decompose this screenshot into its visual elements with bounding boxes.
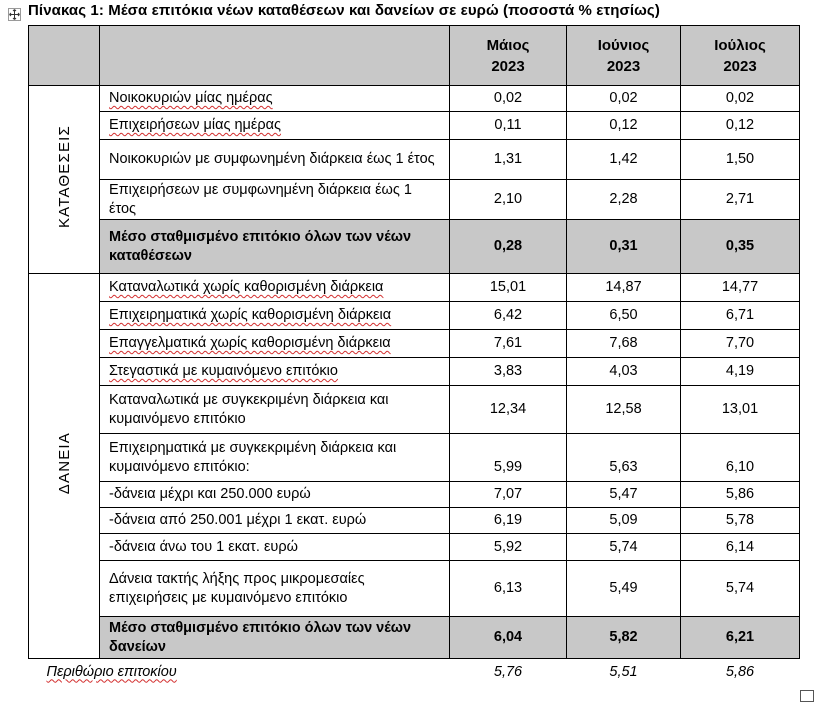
row-label: -δάνεια μέχρι και 250.000 ευρώ [100,482,450,508]
table-cell: 6,14 [681,534,800,561]
table-row [29,302,800,330]
row-label: Μέσο σταθμισμένο επιτόκιο όλων των νέων δανείων [100,617,450,659]
table-cell: 6,71 [681,302,800,330]
table-cell: 0,02 [567,86,681,112]
table-cell: 5,49 [567,561,681,617]
table-row [29,434,800,482]
row-label: Επιχειρήσεων με συμφωνημένη διάρκεια έως 1 έτος [100,180,450,220]
table-cell: 0,02 [450,86,567,112]
table-cell: 3,83 [450,358,567,386]
row-label: Νοικοκυριών με συμφωνημένη διάρκεια έως 1 έτος [100,140,450,180]
table-cell: 0,28 [450,220,567,274]
table-row [29,140,800,180]
table-cell: 0,31 [567,220,681,274]
table-cell: 5,86 [681,482,800,508]
row-label: Περιθώριο επιτοκίου [29,659,450,686]
row-label: Μέσο σταθμισμένο επιτόκιο όλων των νέων καταθέσεων [100,220,450,274]
table-cell: 1,42 [567,140,681,180]
table-cell: 2,10 [450,180,567,220]
margin-row [29,659,800,686]
table-resize-handle[interactable] [800,690,814,702]
table-cell: 0,12 [567,112,681,140]
table-cell: 5,86 [681,659,800,686]
table-cell: 5,74 [681,561,800,617]
table-cell: 0,02 [681,86,800,112]
table-cell: 2,28 [567,180,681,220]
table-cell: 12,34 [450,386,567,434]
table-cell: 4,03 [567,358,681,386]
table-cell: 0,12 [681,112,800,140]
header-empty-cell [29,26,100,86]
table-cell: 6,21 [681,617,800,659]
table-cell: 4,19 [681,358,800,386]
column-header-june: Ιούνιος 2023 [567,26,681,86]
row-label-text: Στεγαστικά με κυμαινόμενο επιτόκιο [109,363,338,379]
table-cell: 6,13 [450,561,567,617]
table-cell: 15,01 [450,274,567,302]
table-row [29,86,800,112]
table-row [29,508,800,534]
table-cell: 5,74 [567,534,681,561]
table-cell: 6,10 [681,434,800,482]
table-cell: 7,61 [450,330,567,358]
table-cell: 2,71 [681,180,800,220]
table-move-handle-icon[interactable] [8,8,21,21]
header-label-cell [100,26,450,86]
row-label: -δάνεια άνω του 1 εκατ. ευρώ [100,534,450,561]
row-label [100,358,450,386]
table-row [29,330,800,358]
header-row [29,26,800,86]
table-row [29,482,800,508]
table-cell: 14,87 [567,274,681,302]
row-label [100,302,450,330]
table-cell: 5,09 [567,508,681,534]
table-row [29,386,800,434]
table-cell: 6,42 [450,302,567,330]
table-cell: 7,68 [567,330,681,358]
table-cell: 5,47 [567,482,681,508]
section-label-deposits: ΚΑΤΑΘΕΣΕΙΣ [29,86,100,274]
column-header-may: Μάιος 2023 [450,26,567,86]
row-label: Επιχειρηματικά με συγκεκριμένη διάρκεια και κυμαινόμενο επιτόκιο: [100,434,450,482]
table-row [29,180,800,220]
table-cell: 7,70 [681,330,800,358]
table-cell: 14,77 [681,274,800,302]
table-cell: 0,11 [450,112,567,140]
row-label-text: Επιχειρηματικά χωρίς καθορισμένη διάρκεια [109,307,392,323]
row-label-text: Καταναλωτικά χωρίς καθορισμένη διάρκεια [109,279,384,295]
deposits-total-row [29,220,800,274]
row-label-text: Επαγγελματικά χωρίς καθορισμένη διάρκεια [109,335,391,351]
table-row [29,534,800,561]
table-cell: 13,01 [681,386,800,434]
row-label [100,274,450,302]
table-cell: 5,99 [450,434,567,482]
table-cell: 5,78 [681,508,800,534]
table-cell: 6,50 [567,302,681,330]
table-cell: 12,58 [567,386,681,434]
table-row [29,112,800,140]
table-cell: 5,51 [567,659,681,686]
table-cell: 5,82 [567,617,681,659]
table-cell: 5,92 [450,534,567,561]
table-row [29,561,800,617]
table-cell: 5,63 [567,434,681,482]
table-cell: 5,76 [450,659,567,686]
table-cell: 0,35 [681,220,800,274]
table-cell: 1,50 [681,140,800,180]
table-row [29,358,800,386]
loans-total-row [29,617,800,659]
table-row [29,274,800,302]
table-cell: 7,07 [450,482,567,508]
row-label [100,86,450,112]
interest-rates-table [28,25,800,685]
row-label-text: Επιχειρήσεων μίας ημέρας [109,117,281,133]
row-label-text: Νοικοκυριών μίας ημέρας [109,90,273,106]
table-cell: 1,31 [450,140,567,180]
table-title: Πίνακας 1: Μέσα επιτόκια νέων καταθέσεων και δανείων σε ευρώ (ποσοστά % ετησίως) [28,2,660,19]
column-header-july: Ιούλιος 2023 [681,26,800,86]
row-label: -δάνεια από 250.001 μέχρι 1 εκατ. ευρώ [100,508,450,534]
table-cell: 6,04 [450,617,567,659]
row-label [100,112,450,140]
row-label: Καταναλωτικά με συγκεκριμένη διάρκεια και κυμαινόμενο επιτόκιο [100,386,450,434]
section-label-loans: ΔΑΝΕΙΑ [29,274,100,659]
row-label [100,330,450,358]
table-cell: 6,19 [450,508,567,534]
row-label: Δάνεια τακτής λήξης προς μικρομεσαίες επιχειρήσεις με κυμαινόμενο επιτόκιο [100,561,450,617]
